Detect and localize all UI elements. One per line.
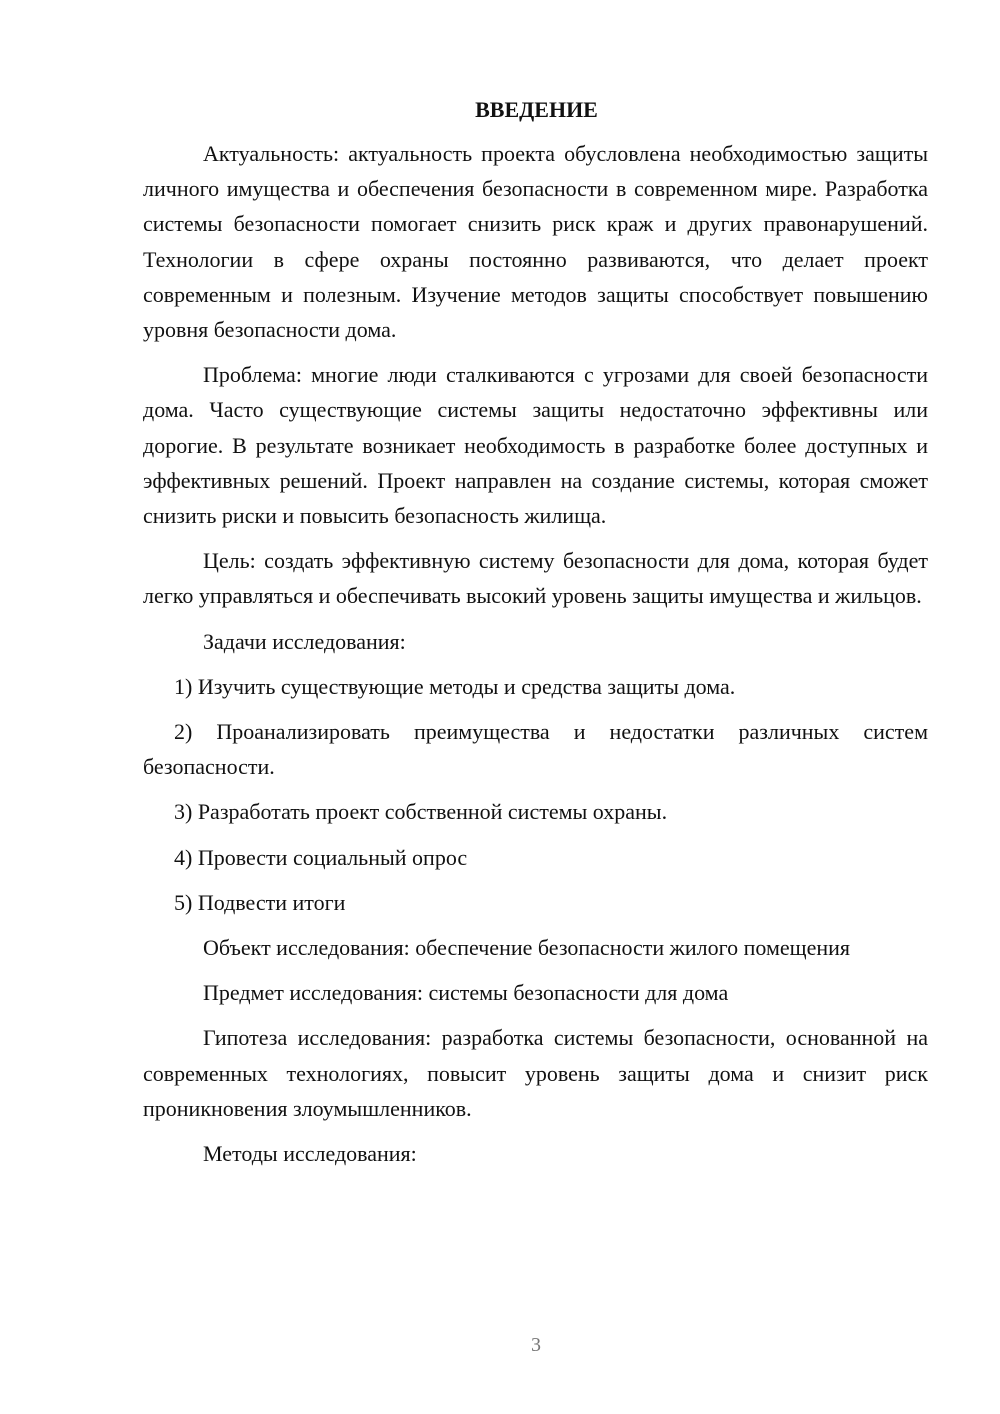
task-item-2: 2) Проанализировать преимущества и недостатки различных систем безопасности. (143, 719, 928, 780)
task-item-3: 3) Разработать проект собственной системы охраны. (174, 799, 668, 825)
task-item-1: 1) Изучить существующие методы и средства защиты дома. (174, 673, 736, 699)
paragraph-problem: Проблема: многие люди сталкиваются с угрозами для своей безопасности дома. Часто существующие системы защиты недостаточно эффективны или дорогие. В результате возникает необходимость в разработке более доступных и эффективных решений. Проект направлен на создание системы, которая сможет снизить риски и повысить безопасность жилища. (143, 362, 928, 529)
paragraph-goal: Цель: создать эффективную систему безопасности для дома, которая будет легко управляться и обеспечивать высокий уровень защиты имущества и жильцов. (143, 548, 928, 609)
task-item-4: 4) Провести социальный опрос (174, 844, 468, 870)
paragraph-hypothesis: Гипотеза исследования: разработка системы безопасности, основанной на современных технологиях, повысит уровень защиты дома и снизит риск проникновения злоумышленников. (143, 1025, 928, 1121)
page-number: 3 (531, 1334, 541, 1356)
page-content (143, 94, 928, 1181)
paragraph-tasks-heading: Задачи исследования: (203, 628, 406, 654)
section-heading: ВВЕДЕНИЕ (475, 97, 598, 122)
paragraph-object: Объект исследования: обеспечение безопасности жилого помещения (203, 935, 851, 961)
paragraph-relevance: Актуальность: актуальность проекта обусловлена необходимостью защиты личного имущества и обеспечения безопасности в современном мире. Разработка системы безопасности помогает снизить риск краж и других правонарушений. Технологии в сфере охраны постоянно развиваются, что делает проект современным и полезным. Изучение методов защиты способствует повышению уровня безопасности дома. (143, 141, 928, 343)
paragraph-subject: Предмет исследования: системы безопасности для дома (203, 980, 729, 1006)
paragraph-methods: Методы исследования: (203, 1141, 417, 1167)
task-item-5: 5) Подвести итоги (174, 889, 346, 915)
